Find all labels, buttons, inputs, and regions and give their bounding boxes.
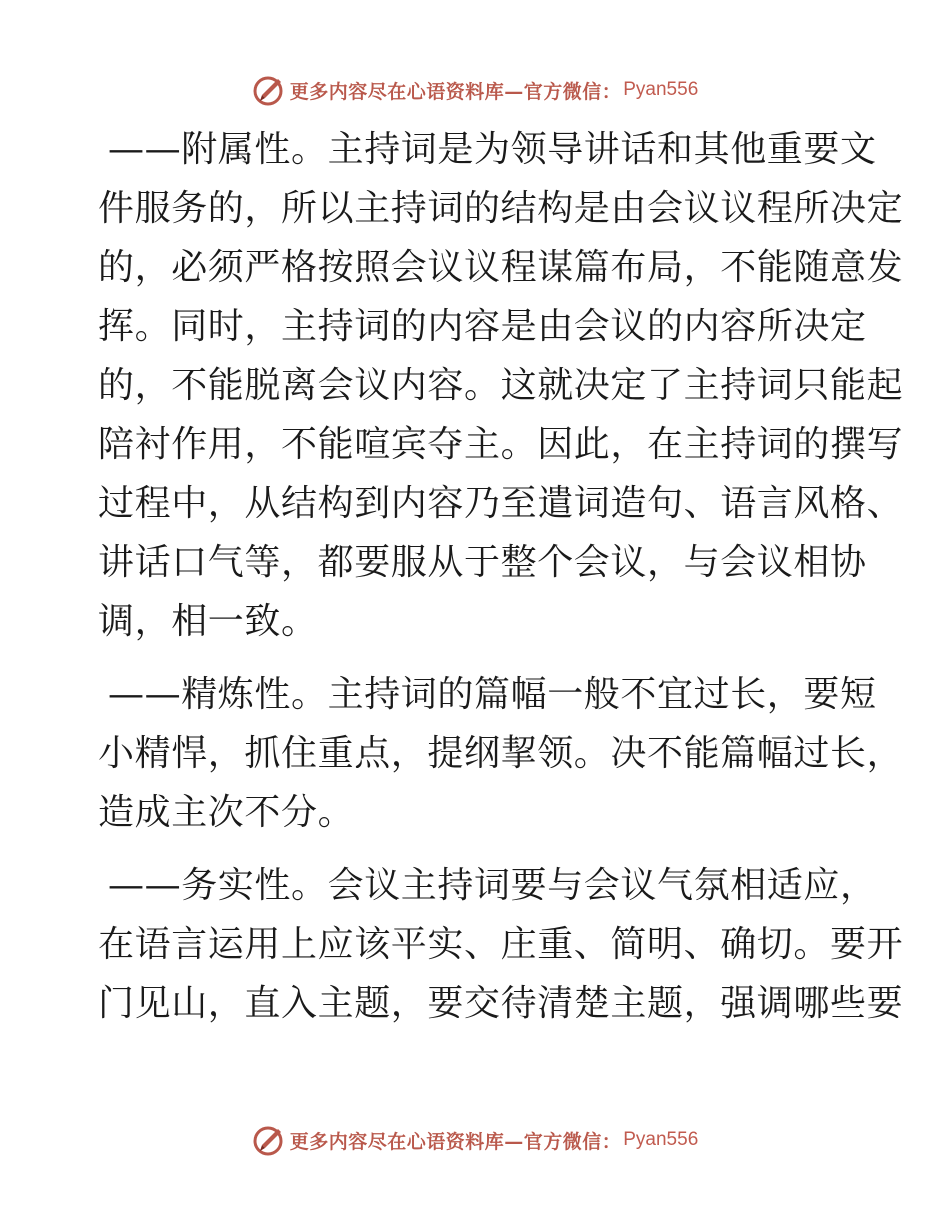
text-line: 的，必须严格按照会议议程谋篇布局，不能随意发 xyxy=(98,247,904,288)
text-line: 的，不能脱离会议内容。这就决定了主持词只能起 xyxy=(98,365,904,406)
text-line: 门见山，直入主题，要交待清楚主题，强调哪些要 xyxy=(98,983,904,1024)
text-line: ——务实性。会议主持词要与会议气氛相适应， xyxy=(108,865,877,906)
text-line: 过程中，从结构到内容乃至遣词造句、语言风格、 xyxy=(98,483,904,524)
text-line: 挥。同时，主持词的内容是由会议的内容所决定 xyxy=(98,306,867,347)
text-line: ——精炼性。主持词的篇幅一般不宜过长，要短 xyxy=(108,674,877,715)
pen-logo-icon xyxy=(252,73,286,107)
text-line: 造成主次不分。 xyxy=(98,792,355,833)
watermark-wechat-id: Pyan556 xyxy=(623,79,699,100)
watermark-wechat-id: Pyan556 xyxy=(623,1129,699,1150)
footer-watermark xyxy=(0,1120,950,1160)
paragraph-practicality xyxy=(98,856,904,1033)
paragraph-conciseness xyxy=(98,665,904,842)
text-line: 调，相一致。 xyxy=(98,601,318,642)
document-body xyxy=(98,120,904,1033)
text-line: 小精悍，抓住重点，提纲挈领。决不能篇幅过长， xyxy=(98,733,904,774)
text-line: 讲话口气等，都要服从于整个会议，与会议相协 xyxy=(98,542,867,583)
text-line: 在语言运用上应该平实、庄重、简明、确切。要开 xyxy=(98,924,904,965)
paragraph-affiliation xyxy=(98,120,904,651)
text-line: 件服务的，所以主持词的结构是由会议议程所决定 xyxy=(98,188,904,229)
watermark-text: 更多内容尽在心语资料库—官方微信： xyxy=(289,80,622,103)
header-watermark xyxy=(0,70,950,110)
text-line: ——附属性。主持词是为领导讲话和其他重要文 xyxy=(108,129,877,170)
pen-logo-icon xyxy=(252,1123,286,1157)
watermark-text: 更多内容尽在心语资料库—官方微信： xyxy=(289,1130,622,1153)
text-line: 陪衬作用，不能喧宾夺主。因此，在主持词的撰写 xyxy=(98,424,904,465)
